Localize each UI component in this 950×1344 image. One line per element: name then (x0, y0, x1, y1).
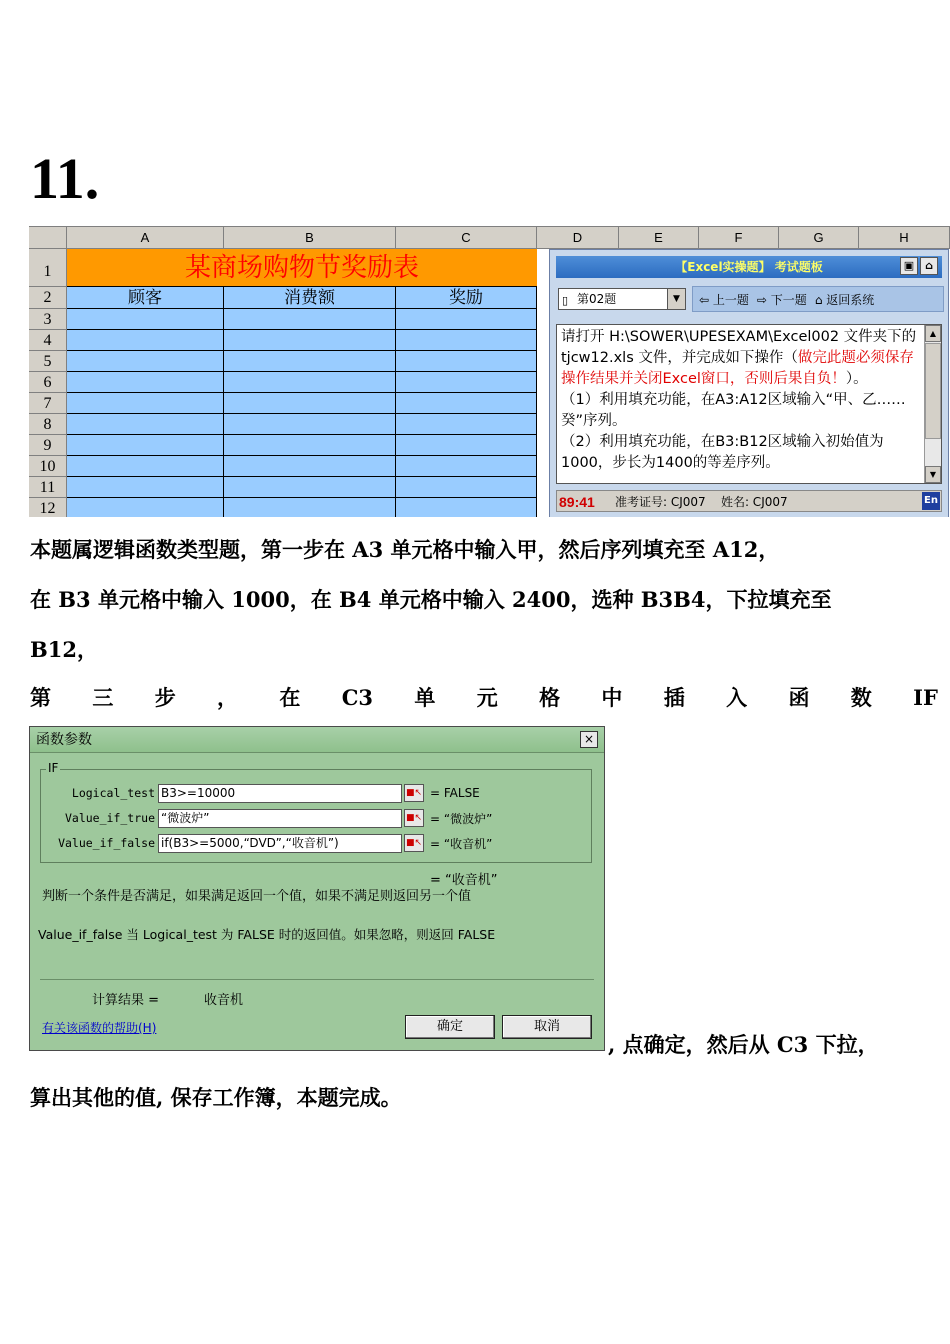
paragraph-1: 本题属逻辑函数类型题，第一步在 A3 单元格中输入甲，然后序列填充至 A12， (30, 537, 780, 562)
arg-name: Logical_test (71, 786, 155, 800)
step3-char: 函 (788, 685, 810, 710)
excel-screenshot (29, 226, 950, 517)
arrow-left-icon: ⇦ (699, 292, 710, 307)
parameter-help: Value_if_false 当 Logical_test 为 FALSE 时的返回值。如果忽略，则返回 FALSE (38, 927, 496, 942)
col-header-e[interactable]: E (619, 227, 699, 249)
status-bar (556, 490, 942, 512)
step3-char: 插 (663, 685, 685, 710)
data-cell[interactable] (396, 372, 537, 393)
col-header-g[interactable]: G (779, 227, 859, 249)
collapse-dialog-icon[interactable]: ■↖ (404, 834, 424, 852)
question-item-1: （1）利用填充功能，在A3:A12区域输入“甲、乙……癸”序列。 (561, 392, 906, 429)
step3-char: 步 (154, 685, 176, 710)
question-select-value: 第02题 (577, 292, 617, 306)
data-cell[interactable] (224, 372, 396, 393)
nav-bar (692, 286, 944, 312)
col-header-b[interactable]: B (224, 227, 396, 249)
data-cell[interactable] (396, 330, 537, 351)
paragraph-2: 在 B3 单元格中输入 1000，在 B4 单元格中输入 2400，选种 B3B4，下拉填充至 (30, 587, 832, 612)
data-cell[interactable] (224, 435, 396, 456)
data-cell[interactable] (67, 393, 224, 414)
home-icon[interactable]: ⌂ (920, 257, 938, 275)
next-question-button[interactable] (757, 291, 807, 308)
calc-result-label: 计算结果 = (92, 993, 160, 1008)
step3-line (30, 673, 938, 723)
data-cell[interactable] (396, 393, 537, 414)
data-cell[interactable] (67, 351, 224, 372)
cancel-button[interactable]: 取消 (502, 1015, 592, 1039)
collapse-dialog-icon[interactable]: ■↖ (404, 809, 424, 827)
candidate-info (615, 492, 788, 512)
row-header-6[interactable]: 6 (29, 372, 67, 393)
question-text-part2: ）。 (845, 371, 868, 387)
data-cell[interactable] (224, 414, 396, 435)
overall-result: = “收音机” (430, 873, 498, 888)
question-text (561, 327, 921, 474)
arg-row-logical-test (44, 783, 480, 803)
step3-char: 数 (850, 685, 872, 710)
exam-panel (549, 249, 949, 517)
step3-char: 中 (601, 685, 623, 710)
value-if-true-input[interactable]: “微波炉” (158, 809, 402, 828)
data-cell[interactable] (396, 456, 537, 477)
back-label: 返回系统 (826, 292, 875, 307)
panel-title: 【Excel实操题】 考试题板 (675, 260, 823, 274)
page-icon: ▯ (562, 294, 569, 307)
data-cell[interactable] (396, 414, 537, 435)
data-cell[interactable] (67, 414, 224, 435)
question-text-part1: 请打开 H:\SOWER\UPESEXAM\Excel002 文件夹下的 tjcw12.xls 文件，并完成如下操作（ (561, 329, 917, 366)
step3-char: 入 (726, 685, 748, 710)
step3-char: 在 (279, 685, 301, 710)
data-cell[interactable] (67, 435, 224, 456)
step3-char: ， (217, 685, 239, 710)
function-arguments-dialog (29, 726, 605, 1051)
tail-text-1: , 点确定，然后从 C3 下拉， (608, 1032, 879, 1057)
paragraph-3: B12， (30, 637, 98, 662)
data-cell[interactable] (67, 330, 224, 351)
ok-button[interactable]: 确定 (405, 1015, 495, 1039)
question-item-2: （2）利用填充功能，在B3:B12区域输入初始值为1000，步长为1400的等差序列。 (561, 434, 884, 471)
chevron-down-icon[interactable]: ▼ (667, 289, 685, 309)
exam-id: 准考证号: CJ007 (615, 495, 706, 509)
candidate-name: 姓名: CJ007 (720, 495, 788, 509)
step3-char: IF (913, 685, 938, 710)
value-if-false-input[interactable]: if(B3>=5000,“DVD”,“收音机”) (158, 834, 402, 853)
question-text-box[interactable] (556, 324, 942, 484)
step3-char: C3 (341, 685, 374, 710)
col-header-a[interactable]: A (67, 227, 224, 249)
divider (40, 979, 594, 980)
close-icon[interactable]: × (580, 731, 598, 748)
row-header-1[interactable]: 1 (29, 249, 67, 287)
scroll-down-icon[interactable]: ▼ (925, 466, 941, 483)
sheet-title-cell[interactable]: 某商场购物节奖励表 (67, 249, 537, 287)
arg-result: = “微波炉” (430, 811, 493, 826)
data-cell[interactable] (67, 477, 224, 498)
question-select[interactable] (558, 288, 686, 310)
data-cell[interactable] (396, 477, 537, 498)
step3-char: 格 (539, 685, 561, 710)
arg-row-value-if-true (44, 808, 492, 828)
data-cell[interactable] (67, 456, 224, 477)
tail-text-2: 算出其他的值, 保存工作簿，本题完成。 (30, 1085, 402, 1110)
data-cell[interactable] (224, 498, 396, 517)
data-cell[interactable] (224, 393, 396, 414)
scroll-up-icon[interactable]: ▲ (925, 325, 941, 342)
data-cell[interactable] (224, 309, 396, 330)
col-header-c[interactable]: C (396, 227, 537, 249)
row-header-9[interactable]: 9 (29, 435, 67, 456)
step3-char: 单 (414, 685, 436, 710)
question-text-warning: 做完此题必须保存操作结果并关闭Excel窗口，否则后果自负！ (561, 350, 914, 387)
step3-char: 元 (476, 685, 498, 710)
prev-question-button[interactable] (699, 291, 749, 308)
collapse-dialog-icon[interactable]: ■↖ (404, 784, 424, 802)
row-header-2[interactable]: 2 (29, 287, 67, 309)
row-header-8[interactable]: 8 (29, 414, 67, 435)
countdown-timer: 89:41 (559, 494, 595, 510)
arrow-right-icon: ⇨ (756, 292, 767, 307)
col-header-d[interactable]: D (537, 227, 619, 249)
group-label: IF (48, 761, 59, 775)
header-cell-reward[interactable]: 奖励 (396, 287, 537, 309)
data-cell[interactable] (224, 330, 396, 351)
row-header-4[interactable]: 4 (29, 330, 67, 351)
header-cell-amount[interactable]: 消费额 (224, 287, 396, 309)
calc-result-value: 收音机 (204, 993, 244, 1008)
row-header-3[interactable]: 3 (29, 309, 67, 330)
arg-row-value-if-false (44, 833, 492, 853)
row-header-10[interactable]: 10 (29, 456, 67, 477)
row-header-5[interactable]: 5 (29, 351, 67, 372)
restore-icon[interactable]: ▣ (900, 257, 918, 275)
step3-char: 第 (30, 685, 51, 710)
prev-label: 上一题 (712, 292, 749, 307)
language-indicator[interactable]: En (922, 492, 940, 510)
row-header-12[interactable]: 12 (29, 498, 67, 517)
data-cell[interactable] (396, 351, 537, 372)
back-to-system-button[interactable] (815, 291, 874, 308)
question-number: 11. (30, 146, 100, 211)
house-icon: ⌂ (814, 292, 823, 307)
panel-title-bar (556, 256, 942, 278)
scroll-thumb[interactable] (925, 343, 941, 439)
next-label: 下一题 (770, 292, 807, 307)
text-scrollbar[interactable] (924, 325, 941, 483)
logical-test-input[interactable]: B3>=10000 (158, 784, 402, 803)
arg-name: Value_if_true (64, 811, 155, 825)
data-cell[interactable] (67, 498, 224, 517)
arg-result: = FALSE (430, 786, 480, 800)
step3-char: 三 (92, 685, 114, 710)
function-description: 判断一个条件是否满足，如果满足返回一个值，如果不满足则返回另一个值 (42, 889, 472, 904)
col-header-f[interactable]: F (699, 227, 779, 249)
data-cell[interactable] (396, 309, 537, 330)
arg-name: Value_if_false (58, 836, 155, 850)
dialog-title: 函数参数 (30, 727, 604, 753)
row-header-7[interactable]: 7 (29, 393, 67, 414)
header-cell-customer[interactable]: 顾客 (67, 287, 224, 309)
data-cell[interactable] (396, 435, 537, 456)
data-cell[interactable] (224, 477, 396, 498)
data-cell[interactable] (396, 498, 537, 517)
col-header-h[interactable]: H (859, 227, 950, 249)
data-cell[interactable] (224, 456, 396, 477)
function-help-link[interactable]: 有关该函数的帮助(H) (42, 1021, 157, 1035)
data-cell[interactable] (67, 309, 224, 330)
data-cell[interactable] (224, 351, 396, 372)
corner-header[interactable] (29, 227, 67, 249)
row-header-11[interactable]: 11 (29, 477, 67, 498)
data-cell[interactable] (67, 372, 224, 393)
arg-result: = “收音机” (430, 836, 493, 851)
